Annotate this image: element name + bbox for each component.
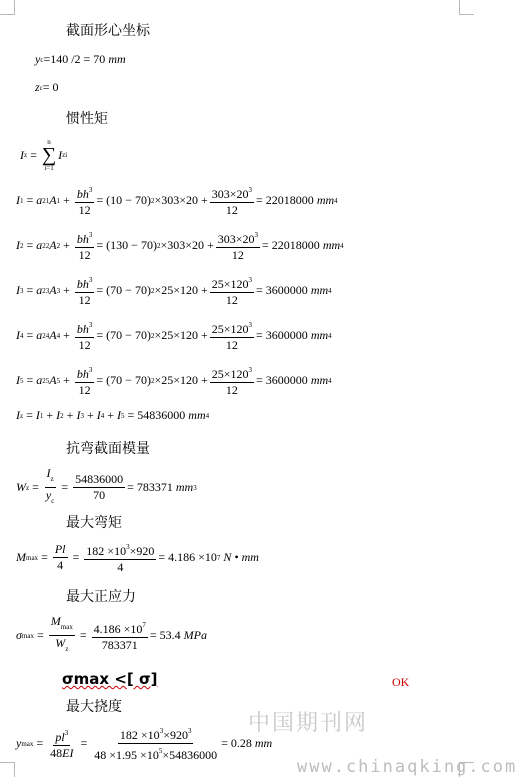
I1-frac-den: 12 [225,203,238,217]
Wz-result: = 783371 [127,480,173,494]
equation-Wz: W z = $\frac{I_z}{y_c}$ = $\frac{54836000}{70}$ = 783371 mm 3 [16,466,197,505]
I2-result: = 22018000 [262,238,320,252]
I4-paren: = (70 − 70) [96,328,151,342]
ymax-den: 48 ×1.95 ×10 [94,748,159,762]
I3-terms: ×25×120 + [154,283,208,297]
equation-I4: I 4 = a 2 4 A 4 + $\frac{bh^3}{12}$ = (70 − 70) 2 ×25×120 + $\frac{25\times 120^3}{12}$ = 3600000 mm 4 [16,318,332,353]
equation-sigma-max: σ max = $\frac{M_{max}}{W_z}$ = $\frac{4.186 \times 10^7}{783371}$ = 53.4 MPa [16,614,207,653]
I2-unit: mm [322,238,341,252]
sum-symbol: n ∑ i=1 [41,138,57,172]
I2-paren: = (130 − 70) [96,238,157,252]
I4-result: = 3600000 [256,328,308,342]
equation-I1: I 1 = a 2 1 A 1 + $\frac{bh^3}{12}$ = (10 − 70) 2 ×303×20 + $\frac{303\times 20^3}{12}$ = 22018000 mm 4 [16,183,338,218]
I4-frac-den: 12 [225,338,238,352]
sigma-unit: MPa [183,628,207,642]
I1-result: = 22018000 [256,193,314,207]
equation-I5: I 5 = a 2 5 A 5 + $\frac{bh^3}{12}$ = (70 − 70) 2 ×25×120 + $\frac{25\times 120^3}{12}$ = 3600000 mm 4 [16,363,332,398]
heading-max-moment: 最大弯矩 [66,515,122,531]
ymax-num: 182 ×10 [119,728,160,742]
stress-check-condition: σmax <[ σ] [62,670,158,688]
yc-value: =140 /2 = 70 [43,52,106,66]
equation-yc: y c =140 /2 = 70 mm [35,52,126,66]
Iz-total-value: = 54836000 [127,408,186,422]
equation-I2: I 2 = a 2 2 A 2 + $\frac{bh^3}{12}$ = (130 − 70) 2 ×303×20 + $\frac{303\times 20^3}{12}$ = 22018000 mm 4 [16,228,344,263]
sigma-result: = 53.4 [149,628,181,642]
I1-paren: = (10 − 70) [96,193,151,207]
Iz-total-unit: mm [188,408,206,422]
Wz-num: 54836000 [75,472,124,486]
sigma-num: 4.186 ×10 [93,622,143,636]
stress-check [62,670,158,688]
equation-ymax: y max = $\frac{pl^3}{48EI}$ = $\frac{182 \times 10^3\times 920^3}{48 \times 1.95 \times 10^5\times 54836000}$ = 0.28 mm [16,724,272,763]
equation-Iz-total: I z = I 1 + I 2 + I 3 + I 4 + I 5 = 54836000 mm 4 [16,408,210,422]
ymax-den-2: ×54836000 [162,748,218,762]
ymax-result: = 0.28 [221,736,252,750]
Mmax-den: 4 [117,560,124,574]
I4-unit: mm [310,328,329,342]
heading-max-deflection: 最大挠度 [66,699,122,715]
I2-frac-den: 12 [231,248,244,262]
heading-centroid: 截面形心坐标 [66,23,150,39]
page-corner-top-right [459,0,474,15]
ymax-unit: mm [254,736,273,750]
Wz-unit: mm [175,480,194,494]
I5-frac-den: 12 [225,383,238,397]
I3-unit: mm [310,283,329,297]
I4-frac-num: 25×120 [211,322,249,336]
Mmax-num-2: ×920 [129,544,155,558]
yc-unit: mm [108,52,126,66]
heading-section-modulus: 抗弯截面模量 [66,441,150,457]
I3-result: = 3600000 [256,283,308,297]
Mmax-unit: N • mm [223,550,259,564]
I3-paren: = (70 − 70) [96,283,151,297]
I4-terms: ×25×120 + [154,328,208,342]
heading-inertia: 惯性矩 [66,111,108,127]
Wz-den: 70 [93,488,106,502]
I2-terms: ×303×20 + [160,238,214,252]
I3-frac-num: 25×120 [211,277,249,291]
I5-paren: = (70 − 70) [96,373,151,387]
equation-I3: I 3 = a 2 3 A 3 + $\frac{bh^3}{12}$ = (70 − 70) 2 ×25×120 + $\frac{25\times 120^3}{12}$ = 3600000 mm 4 [16,273,332,308]
page-corner-bottom-left [0,762,15,777]
equation-zc: z c = 0 [35,80,59,94]
Mmax-num: 182 ×10 [86,544,127,558]
I5-result: = 3600000 [256,373,308,387]
watermark-url: www.chinaqking.com [297,757,517,777]
I1-frac-num: 303×20 [211,187,249,201]
watermark-chinese: 中国期刊网 [248,711,369,736]
equation-Mmax: M max = $\frac{Pl}{4}$ = $\frac{182 \times 10^3\times 920}{4}$ = 4.186 ×10 7 N • mm [16,542,259,574]
I2-frac-num: 303×20 [217,232,255,246]
I5-frac-num: 25×120 [211,367,249,381]
ymax-num-2: ×920 [163,728,188,742]
I5-terms: ×25×120 + [154,373,208,387]
page-corner-top-left [0,0,15,15]
I1-terms: ×303×20 + [154,193,208,207]
I5-unit: mm [310,373,329,387]
stress-check-status: OK [392,675,410,689]
zc-value: = 0 [42,80,59,94]
heading-max-stress: 最大正应力 [66,589,136,605]
sigma-den: 783371 [101,638,138,652]
equation-Iz-sum-definition: I z = n ∑ i=1 I zi [20,138,68,172]
I3-frac-den: 12 [225,293,238,307]
Mmax-result: = 4.186 ×10 [158,550,217,564]
I1-unit: mm [316,193,335,207]
